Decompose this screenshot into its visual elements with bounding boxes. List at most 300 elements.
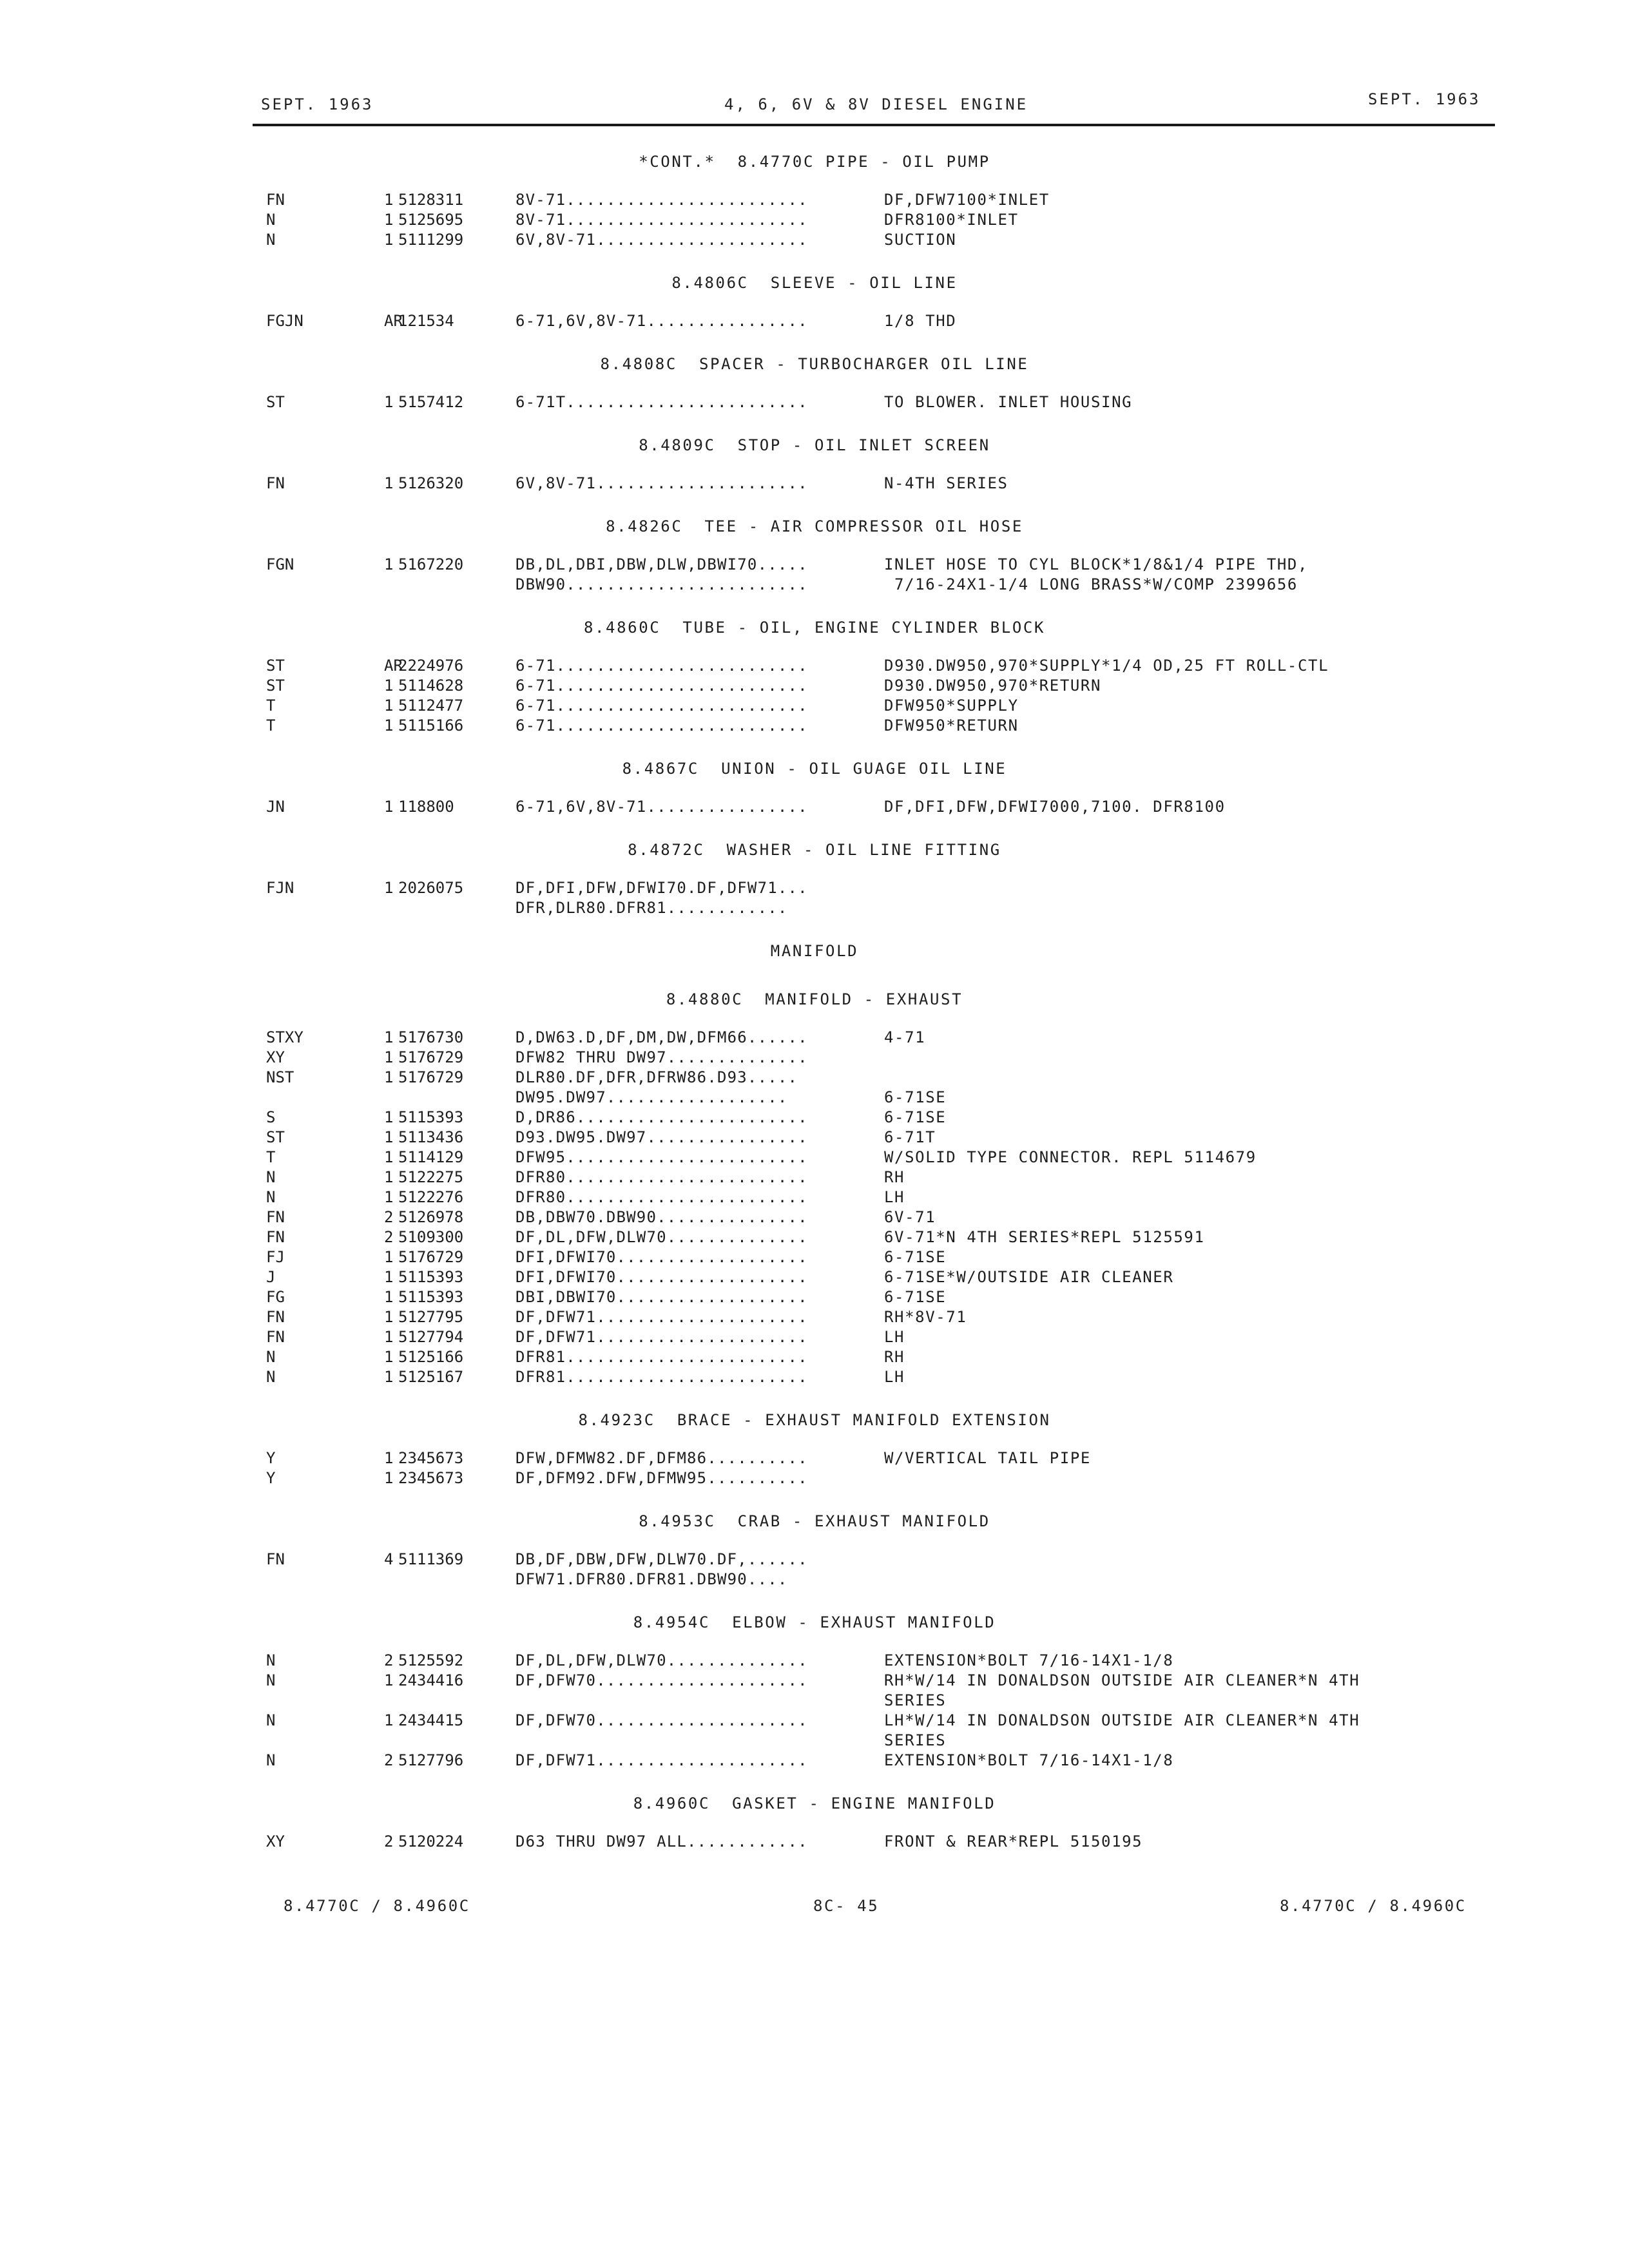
section-title: 8.4860C TUBE - OIL, ENGINE CYLINDER BLOCK [583,619,1046,637]
part-note: RH [884,1348,905,1366]
engine-usage: 6-71......................... [516,697,808,715]
quantity: 2 [384,1651,394,1669]
footer-range-right: 8.4770C / 8.4960C [1280,1897,1467,1915]
header-date-right: SEPT. 1963 [1368,90,1481,108]
part-note: 4-71 [884,1028,926,1046]
quantity: 2 [384,1751,394,1769]
model-code: FN [266,1308,285,1326]
part-row [0,1832,1629,1852]
quantity: 1 [384,1449,394,1467]
part-number: 118800 [398,798,454,816]
engine-usage: DFR,DLR80.DFR81............ [516,899,788,917]
part-note: 6-71T [884,1128,936,1146]
part-note: D930.DW950,970*SUPPLY*1/4 OD,25 FT ROLL-CTL [884,657,1329,675]
part-note: 6-71SE [884,1248,947,1266]
part-number: 5120224 [398,1832,464,1850]
spacer [0,1771,1629,1794]
part-number: 5109300 [398,1228,464,1246]
quantity: 1 [384,798,394,816]
part-number: 5115393 [398,1108,464,1126]
part-note: 6-71SE [884,1108,947,1126]
spacer [0,736,1629,759]
engine-usage: DFR80........................ [516,1188,808,1206]
spacer [0,817,1629,840]
part-number: 121534 [398,312,454,330]
part-note: DF,DFW7100*INLET [884,191,1050,209]
model-code: FN [266,1208,285,1226]
part-number: 5176729 [398,1068,464,1086]
engine-usage: DF,DFW70..................... [516,1711,808,1729]
part-row [0,1691,1629,1711]
engine-usage: DFW95........................ [516,1148,808,1166]
quantity: 1 [384,191,394,209]
spacer [0,456,1629,474]
header-rule [253,124,1495,126]
part-row [0,1207,1629,1227]
engine-usage: DB,DL,DBI,DBW,DLW,DBWI70..... [516,555,808,573]
part-row [0,575,1629,595]
section-heading [0,354,1629,374]
part-number: 5115393 [398,1288,464,1306]
section-title: 8.4826C TEE - AIR COMPRESSOR OIL HOSE [606,517,1023,535]
section-heading [0,1410,1629,1430]
part-row [0,1227,1629,1247]
part-number: 5111369 [398,1550,464,1568]
model-code: N [266,1751,276,1769]
part-number: 2345673 [398,1449,464,1467]
part-note: W/SOLID TYPE CONNECTOR. REPL 5114679 [884,1148,1257,1166]
spacer [0,412,1629,436]
quantity: 4 [384,1550,394,1568]
section-heading [0,941,1629,961]
model-code: N [266,1348,276,1366]
spacer [0,494,1629,517]
quantity: 1 [384,1168,394,1186]
spacer [0,374,1629,392]
quantity: 2 [384,1208,394,1226]
model-code: S [266,1108,276,1126]
part-row [0,230,1629,250]
part-number: 5114129 [398,1148,464,1166]
engine-usage: 6-71......................... [516,657,808,675]
part-number: 5122275 [398,1168,464,1186]
model-code: T [266,1148,276,1166]
quantity: 1 [384,555,394,573]
section-title: *CONT.* 8.4770C PIPE - OIL PUMP [639,153,990,171]
part-row [0,1068,1629,1088]
footer-range-left: 8.4770C / 8.4960C [284,1897,470,1915]
section-heading [0,840,1629,860]
part-row [0,1307,1629,1327]
engine-usage: DF,DFW70..................... [516,1671,808,1689]
model-code: XY [266,1832,285,1850]
part-note: 1/8 THD [884,312,957,330]
quantity: 1 [384,1028,394,1046]
part-row [0,1148,1629,1168]
quantity: 1 [384,1671,394,1689]
quantity: 1 [384,1348,394,1366]
part-row [0,1751,1629,1771]
part-note: DFR8100*INLET [884,211,1019,229]
part-row [0,474,1629,494]
model-code: T [266,697,276,715]
model-code: FJ [266,1248,285,1266]
model-code: Y [266,1469,276,1487]
model-code: FGJN [266,312,304,330]
part-number: 5176729 [398,1048,464,1066]
part-note: 6V-71 [884,1208,936,1226]
part-row [0,1327,1629,1347]
spacer [0,1633,1629,1651]
engine-usage: 6-71......................... [516,677,808,695]
section-title: 8.4960C GASKET - ENGINE MANIFOLD [633,1794,996,1812]
spacer [0,1488,1629,1512]
part-row [0,676,1629,696]
quantity: 1 [384,474,394,492]
model-code: N [266,1711,276,1729]
part-note: 6-71SE*W/OUTSIDE AIR CLEANER [884,1268,1174,1286]
spacer [0,293,1629,311]
engine-usage: DFW82 THRU DW97.............. [516,1048,808,1066]
section-heading [0,1613,1629,1633]
part-row [0,1671,1629,1691]
section-heading [0,152,1629,172]
quantity: 1 [384,1048,394,1066]
quantity: 1 [384,1308,394,1326]
spacer [0,1590,1629,1613]
part-row [0,1287,1629,1307]
part-row [0,898,1629,918]
part-row [0,1448,1629,1468]
model-code: JN [266,798,285,816]
part-row [0,716,1629,736]
quantity: 1 [384,716,394,735]
section-heading [0,618,1629,638]
quantity: 1 [384,1368,394,1386]
quantity: 1 [384,231,394,249]
section-heading [0,1512,1629,1532]
model-code: N [266,1368,276,1386]
part-number: 5111299 [398,231,464,249]
model-code: STXY [266,1028,304,1046]
part-number: 5115166 [398,716,464,735]
part-note: FRONT & REAR*REPL 5150195 [884,1832,1143,1850]
engine-usage: DBW90........................ [516,575,808,593]
engine-usage: 6V,8V-71..................... [516,231,808,249]
part-number: 5112477 [398,697,464,715]
part-row [0,1088,1629,1108]
part-number: 2434415 [398,1711,464,1729]
model-code: ST [266,677,285,695]
engine-usage: 6-71,6V,8V-71................ [516,798,808,816]
spacer [0,918,1629,941]
model-code: N [266,211,276,229]
engine-usage: D,DW63.D,DF,DM,DW,DFM66...... [516,1028,808,1046]
part-note: RH*W/14 IN DONALDSON OUTSIDE AIR CLEANER*N 4TH [884,1671,1360,1689]
spacer [0,975,1629,990]
part-note: LH [884,1188,905,1206]
model-code: N [266,231,276,249]
part-note: LH*W/14 IN DONALDSON OUTSIDE AIR CLEANER*N 4TH [884,1711,1360,1729]
engine-usage: DW95.DW97.................. [516,1088,788,1106]
engine-usage: DFI,DFWI70................... [516,1248,808,1266]
part-row [0,656,1629,676]
spacer [0,595,1629,618]
quantity: 1 [384,1469,394,1487]
quantity: 1 [384,1068,394,1086]
engine-usage: DF,DL,DFW,DLW70.............. [516,1228,808,1246]
part-row [0,1550,1629,1570]
quantity: 1 [384,677,394,695]
part-row [0,555,1629,575]
header-title: 4, 6, 6V & 8V DIESEL ENGINE [724,95,1028,113]
model-code: FJN [266,879,294,897]
part-row [0,797,1629,817]
section-title: 8.4806C SLEEVE - OIL LINE [671,274,958,292]
quantity: 1 [384,697,394,715]
quantity: AR [384,312,403,330]
section-heading [0,1794,1629,1814]
engine-usage: DB,DBW70.DBW90............... [516,1208,808,1226]
quantity: 1 [384,1711,394,1729]
spacer [0,331,1629,354]
part-row [0,1711,1629,1731]
part-row [0,696,1629,716]
engine-usage: 6-71,6V,8V-71................ [516,312,808,330]
quantity: 1 [384,393,394,411]
part-note: INLET HOSE TO CYL BLOCK*1/8&1/4 PIPE THD, [884,555,1309,573]
model-code: FN [266,1228,285,1246]
part-number: 2224976 [398,657,464,675]
engine-usage: DF,DFI,DFW,DFWI70.DF,DFW71... [516,879,808,897]
part-number: 5126320 [398,474,464,492]
model-code: FN [266,1550,285,1568]
model-code: N [266,1168,276,1186]
quantity: 1 [384,1188,394,1206]
model-code: FN [266,1328,285,1346]
part-note: RH [884,1168,905,1186]
part-row [0,1128,1629,1148]
footer-page-number: 8C- 45 [813,1897,880,1915]
engine-usage: D63 THRU DW97 ALL............ [516,1832,808,1850]
quantity: 2 [384,1228,394,1246]
model-code: T [266,716,276,735]
model-code: J [266,1268,276,1286]
part-number: 5157412 [398,393,464,411]
quantity: 1 [384,1108,394,1126]
quantity: 1 [384,1268,394,1286]
engine-usage: D93.DW95.DW97................ [516,1128,808,1146]
part-row [0,1267,1629,1287]
spacer [0,961,1629,975]
part-row [0,1108,1629,1128]
part-note: N-4TH SERIES [884,474,1008,492]
part-number: 2434416 [398,1671,464,1689]
quantity: 1 [384,1248,394,1266]
section-title: 8.4867C UNION - OIL GUAGE OIL LINE [622,760,1007,778]
quantity: 1 [384,1148,394,1166]
part-note: EXTENSION*BOLT 7/16-14X1-1/8 [884,1751,1174,1769]
engine-usage: DF,DFM92.DFW,DFMW95.......... [516,1469,808,1487]
part-number: 5126978 [398,1208,464,1226]
model-code: N [266,1651,276,1669]
part-number: 5127795 [398,1308,464,1326]
engine-usage: 8V-71........................ [516,211,808,229]
engine-usage: DF,DL,DFW,DLW70.............. [516,1651,808,1669]
part-number: 5125592 [398,1651,464,1669]
part-note: DFW950*SUPPLY [884,697,1019,715]
part-row [0,392,1629,412]
engine-usage: DFR81........................ [516,1348,808,1366]
part-number: 5176729 [398,1248,464,1266]
part-row [0,1187,1629,1207]
spacer [0,1532,1629,1550]
model-code: XY [266,1048,285,1066]
model-code: FN [266,474,285,492]
engine-usage: DLR80.DF,DFR,DFRW86.D93..... [516,1068,798,1086]
part-note: 7/16-24X1-1/4 LONG BRASS*W/COMP 2399656 [884,575,1298,593]
section-heading [0,273,1629,293]
spacer [0,779,1629,797]
model-code: FG [266,1288,285,1306]
part-note: SUCTION [884,231,957,249]
part-number: 5127794 [398,1328,464,1346]
engine-usage: DFR80........................ [516,1168,808,1186]
part-number: 5128311 [398,191,464,209]
engine-usage: 6-71......................... [516,716,808,735]
part-note: TO BLOWER. INLET HOUSING [884,393,1133,411]
model-code: FGN [266,555,294,573]
header-date-left: SEPT. 1963 [261,95,374,113]
part-note: EXTENSION*BOLT 7/16-14X1-1/8 [884,1651,1174,1669]
part-note: LH [884,1368,905,1386]
section-heading [0,517,1629,537]
part-row [0,1651,1629,1671]
part-number: 5125166 [398,1348,464,1366]
part-note: DFW950*RETURN [884,716,1019,735]
quantity: 1 [384,879,394,897]
spacer [0,1387,1629,1410]
model-code: NST [266,1068,294,1086]
engine-usage: D,DR86....................... [516,1108,808,1126]
engine-usage: DFW,DFMW82.DF,DFM86.......... [516,1449,808,1467]
spacer [0,1010,1629,1028]
part-number: 2026075 [398,879,464,897]
part-row [0,1347,1629,1367]
part-note: 6V-71*N 4TH SERIES*REPL 5125591 [884,1228,1205,1246]
quantity: 2 [384,1832,394,1850]
part-row [0,1570,1629,1590]
part-number: 5176730 [398,1028,464,1046]
engine-usage: DFW71.DFR80.DFR81.DBW90.... [516,1570,788,1588]
spacer [0,1430,1629,1448]
engine-usage: DF,DFW71..................... [516,1308,808,1326]
part-row [0,1367,1629,1387]
part-note: W/VERTICAL TAIL PIPE [884,1449,1091,1467]
quantity: 1 [384,1288,394,1306]
part-number: 5127796 [398,1751,464,1769]
engine-usage: DF,DFW71..................... [516,1328,808,1346]
part-note: 6-71SE [884,1288,947,1306]
part-note: DF,DFI,DFW,DFWI7000,7100. DFR8100 [884,798,1226,816]
section-heading [0,759,1629,779]
section-title: 8.4923C BRACE - EXHAUST MANIFOLD EXTENSION [578,1411,1051,1429]
engine-usage: 8V-71........................ [516,191,808,209]
model-code: ST [266,393,285,411]
model-code: Y [266,1449,276,1467]
part-row [0,1168,1629,1187]
section-title: 8.4954C ELBOW - EXHAUST MANIFOLD [633,1613,996,1631]
quantity: 1 [384,1128,394,1146]
part-number: 5113436 [398,1128,464,1146]
part-number: 5115393 [398,1268,464,1286]
spacer [0,860,1629,878]
section-title: 8.4953C CRAB - EXHAUST MANIFOLD [639,1512,990,1530]
part-note: LH [884,1328,905,1346]
part-row [0,190,1629,210]
engine-usage: DF,DFW71..................... [516,1751,808,1769]
model-code: ST [266,657,285,675]
part-row [0,878,1629,898]
part-number: 5167220 [398,555,464,573]
engine-usage: 6-71T........................ [516,393,808,411]
part-note: RH*8V-71 [884,1308,967,1326]
part-note: D930.DW950,970*RETURN [884,677,1102,695]
part-row [0,1028,1629,1048]
part-row [0,1468,1629,1488]
part-note: SERIES [884,1731,947,1749]
section-title: MANIFOLD [770,942,859,960]
spacer [0,1814,1629,1832]
part-row [0,210,1629,230]
part-note: SERIES [884,1691,947,1709]
engine-usage: DBI,DBWI70................... [516,1288,808,1306]
part-number: 5125167 [398,1368,464,1386]
part-row [0,1247,1629,1267]
section-title: 8.4880C MANIFOLD - EXHAUST [666,990,963,1008]
part-number: 5125695 [398,211,464,229]
model-code: N [266,1671,276,1689]
section-title: 8.4872C WASHER - OIL LINE FITTING [628,841,1001,859]
spacer [0,250,1629,273]
section-heading [0,990,1629,1010]
part-row [0,1048,1629,1068]
part-number: 5114628 [398,677,464,695]
engine-usage: DFI,DFWI70................... [516,1268,808,1286]
spacer [0,537,1629,555]
section-title: 8.4809C STOP - OIL INLET SCREEN [639,436,990,454]
part-number: 5122276 [398,1188,464,1206]
engine-usage: 6V,8V-71..................... [516,474,808,492]
model-code: ST [266,1128,285,1146]
quantity: 1 [384,211,394,229]
engine-usage: DB,DF,DBW,DFW,DLW70.DF,...... [516,1550,808,1568]
part-note: 6-71SE [884,1088,947,1106]
part-row [0,1731,1629,1751]
spacer [0,638,1629,656]
section-title: 8.4808C SPACER - TURBOCHARGER OIL LINE [600,355,1029,373]
model-code: N [266,1188,276,1206]
quantity: AR [384,657,403,675]
part-number: 2345673 [398,1469,464,1487]
quantity: 1 [384,1328,394,1346]
part-row [0,311,1629,331]
engine-usage: DFR81........................ [516,1368,808,1386]
parts-list [0,152,1629,1852]
section-heading [0,436,1629,456]
spacer [0,172,1629,190]
model-code: FN [266,191,285,209]
